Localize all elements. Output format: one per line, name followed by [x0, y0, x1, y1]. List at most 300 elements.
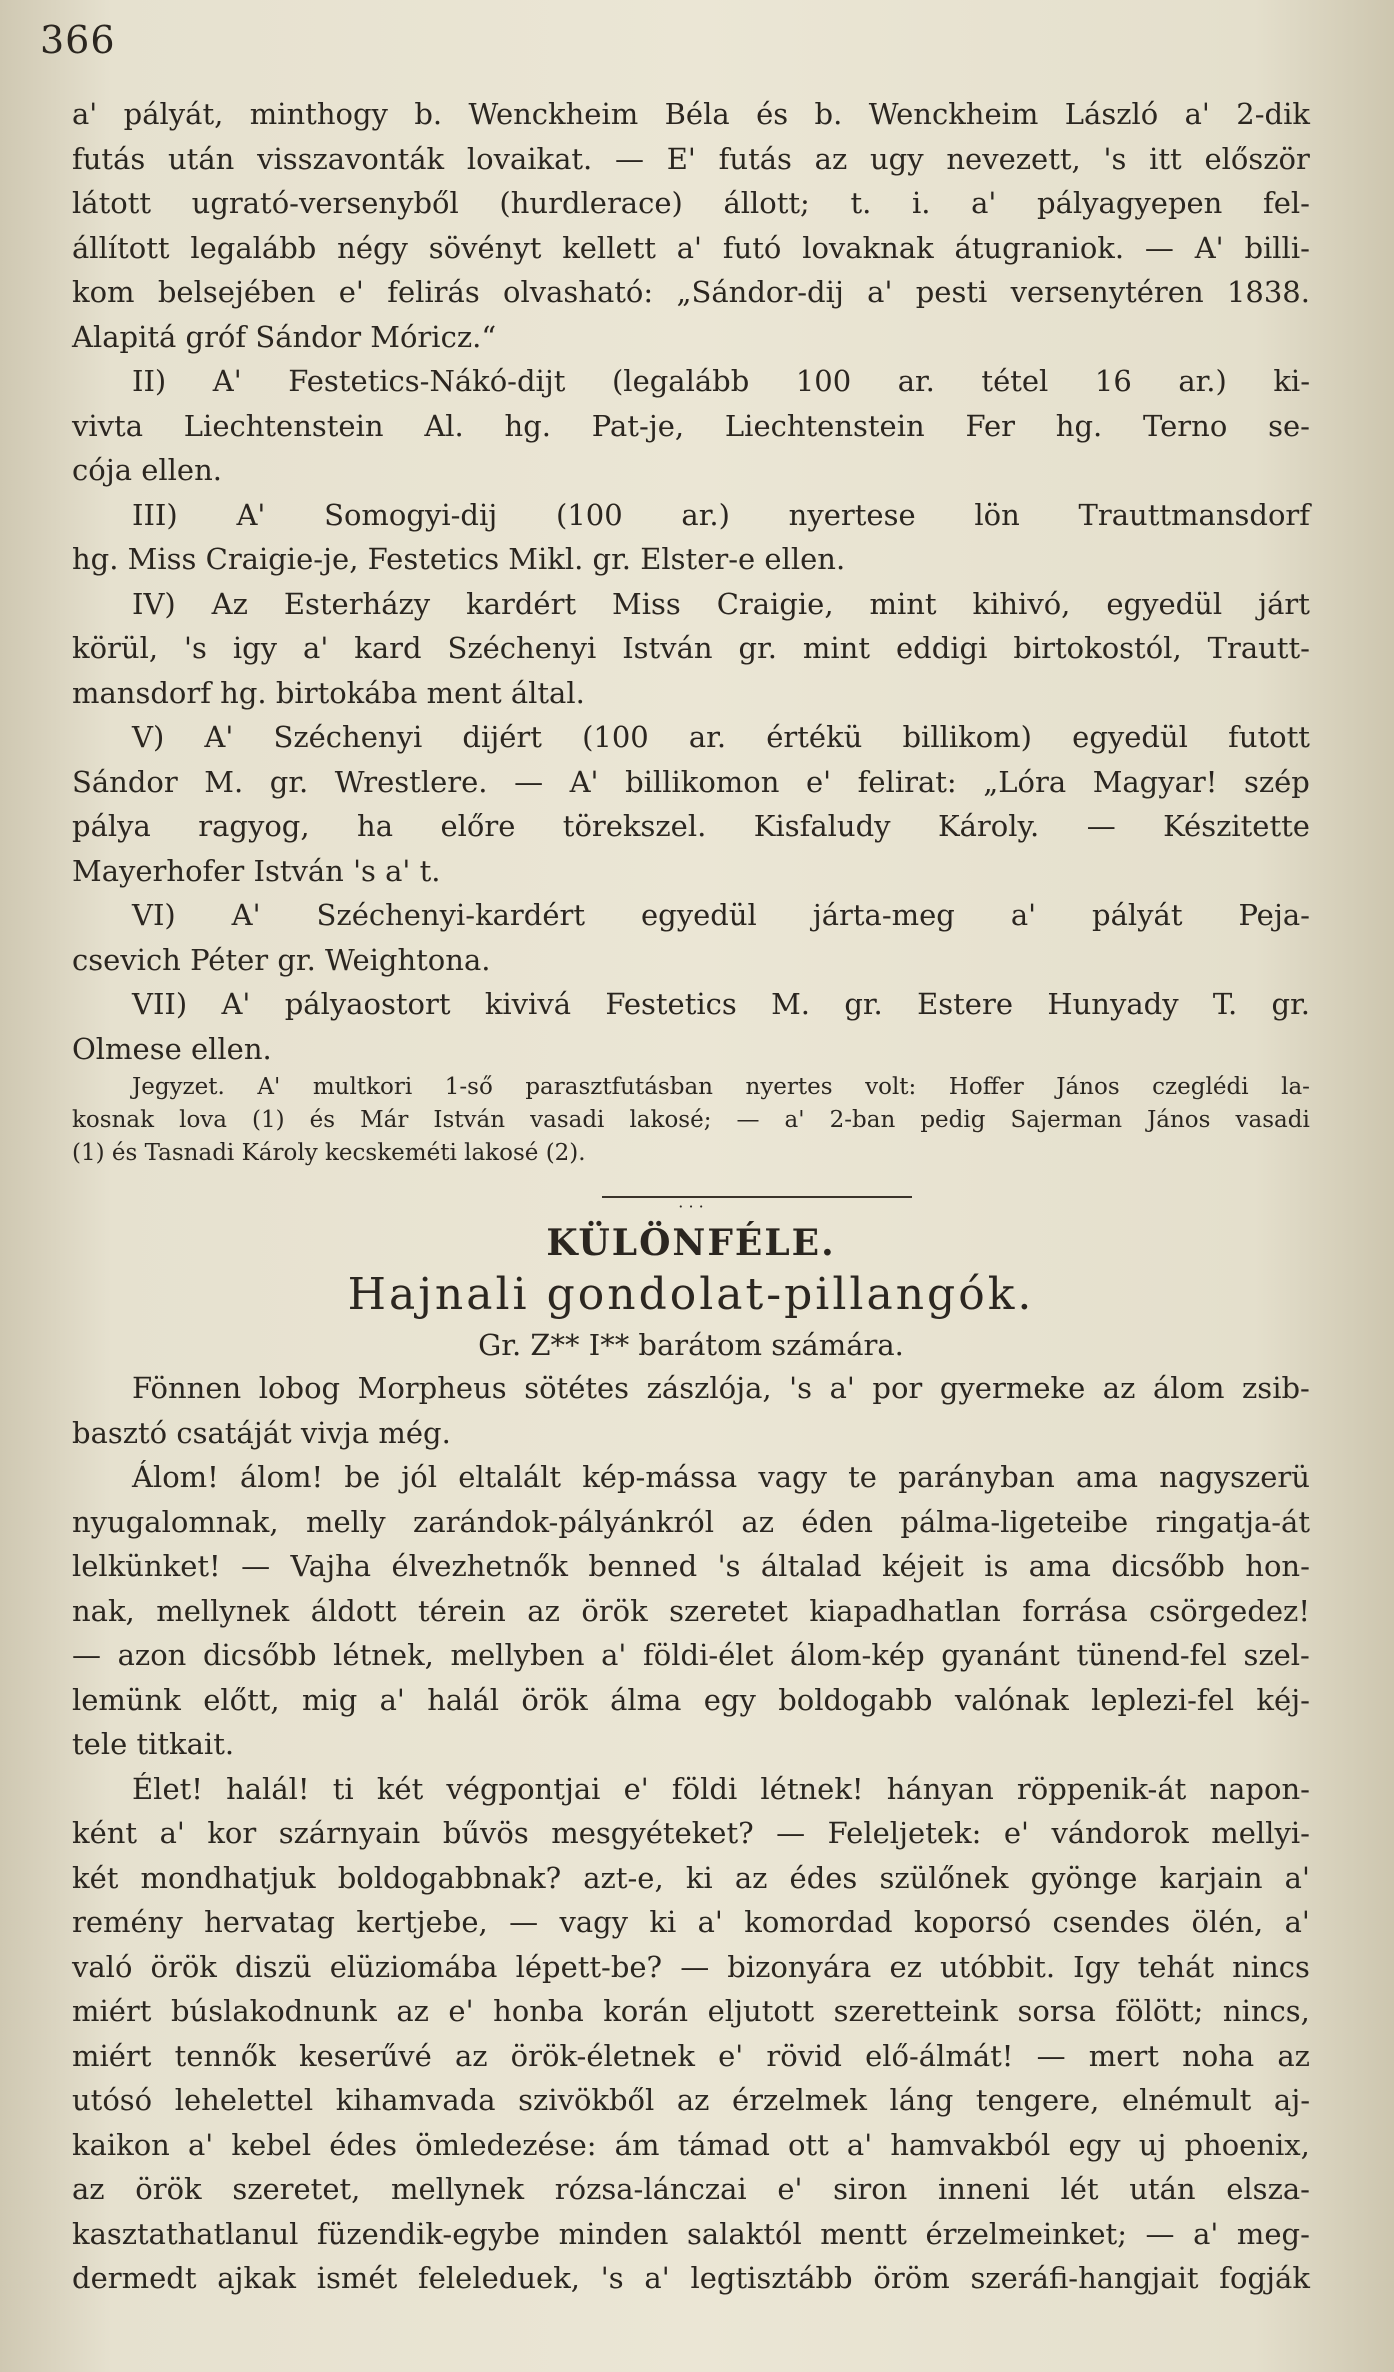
dedication: Gr. Z** I** barátom számára. [478, 1328, 904, 1362]
word: lemünk [72, 1682, 181, 1717]
word: b. [414, 97, 443, 131]
word: — [776, 1816, 806, 1850]
word: vagy [559, 1905, 629, 1939]
text-line [72, 1989, 1310, 2034]
word: zarándok-pályánkról [413, 1504, 714, 1539]
text-line [72, 2212, 1310, 2257]
word: E' [666, 141, 696, 176]
word: A' [569, 764, 599, 799]
text-line [72, 760, 1310, 805]
word: a' [1284, 1905, 1310, 1939]
text-line [72, 1811, 1310, 1856]
word: e' [1003, 1816, 1029, 1850]
word: fogják [1219, 2261, 1310, 2295]
word: a' [1184, 97, 1210, 131]
word: felirás [387, 275, 480, 309]
word: multkori [312, 1074, 413, 1100]
word: ismét [316, 2261, 398, 2295]
word: futott [1228, 720, 1310, 754]
word: hányan [886, 1771, 994, 1806]
text-line [72, 1945, 1310, 1990]
word: hg. [504, 408, 552, 443]
word: Somogyi-dij [324, 497, 498, 532]
word: elnémult [1121, 2083, 1252, 2117]
text-line: mansdorf hg. birtokába ment által. [72, 675, 585, 710]
word: phoenix, [1184, 2127, 1310, 2162]
word: álom! [240, 1460, 324, 1494]
word: gr. [844, 987, 883, 1021]
word: la- [1281, 1074, 1310, 1100]
word: áldott [310, 1593, 397, 1628]
word: „Sándor-dij [676, 275, 844, 309]
word: értékü [766, 720, 863, 754]
text-line [72, 2256, 1310, 2301]
text-line [72, 893, 1310, 938]
word: Sajerman [1010, 1107, 1123, 1133]
word: komordad [744, 1905, 893, 1939]
word: János [1056, 1074, 1120, 1100]
word: János [1147, 1107, 1211, 1133]
word: e' [718, 2038, 744, 2073]
word: ott [788, 2127, 829, 2162]
word: pálya [72, 809, 151, 843]
word: halál [427, 1682, 500, 1717]
word: Károly. [937, 809, 1040, 843]
word: röppenik-át [1016, 1771, 1187, 1806]
word: eltalált [458, 1460, 562, 1494]
word: minthogy [249, 97, 388, 131]
word: Pat-je, [591, 408, 685, 443]
word: itt [1149, 141, 1182, 176]
word: a' [601, 1638, 627, 1672]
word: Trauttmansdorf [1078, 497, 1310, 532]
word: élvezhetnők [391, 1549, 568, 1583]
word: nevezett, [946, 141, 1081, 176]
word: legalább [190, 230, 317, 265]
word: mesgyéteket? [551, 1816, 754, 1850]
article-body [72, 1366, 1310, 2301]
word: mentt [820, 2216, 907, 2251]
word: M. [771, 987, 810, 1021]
word: VI) [132, 898, 176, 932]
section-title: KÜLÖNFÉLE. [546, 1222, 836, 1264]
word: II) [132, 364, 167, 398]
word: mint [802, 631, 871, 665]
word: az [454, 2038, 488, 2073]
text-line [72, 1900, 1310, 1945]
word: Jegyzet. [132, 1074, 225, 1100]
word: nak, [72, 1593, 135, 1628]
word: Trautt- [1207, 631, 1310, 665]
footnote [72, 1071, 1310, 1170]
word: Al. [424, 408, 464, 443]
word: érzelmeinket; [925, 2216, 1127, 2251]
word: ölén, [1191, 1905, 1264, 1939]
word: Hoffer [948, 1074, 1024, 1100]
word: e' [338, 275, 364, 309]
word: vivta [72, 408, 143, 443]
word: miért [72, 1994, 152, 2028]
word: bizonyára [727, 1949, 872, 1984]
word: kard [354, 631, 422, 665]
text-line: csevich Péter gr. Weightona. [72, 942, 491, 977]
word: 2-ban [829, 1107, 896, 1133]
word: gr. [1271, 987, 1310, 1021]
word: és [756, 97, 789, 131]
word: éden [801, 1504, 873, 1539]
word: ragyog, [198, 809, 310, 843]
word: mert [1088, 2038, 1159, 2073]
word: sorsa [1017, 1994, 1096, 2028]
word: tennők [174, 2038, 276, 2073]
word: — [514, 764, 544, 799]
word: Magyar! [1092, 764, 1218, 799]
word: fel- [1263, 186, 1310, 220]
word: ar. [897, 364, 935, 398]
word: földi [671, 1771, 738, 1806]
word: futás [72, 141, 146, 176]
word: az [527, 1593, 560, 1628]
word: pályát, [123, 97, 224, 131]
article-title: Hajnali gondolat-pillangók. [347, 1269, 1035, 1320]
word: Széchenyi [273, 720, 423, 754]
word: lét [1060, 2172, 1099, 2206]
word: tengere, [975, 2083, 1100, 2117]
text-line: Olmese ellen. [72, 1031, 272, 1066]
note-line [72, 1071, 1310, 1104]
word: por [872, 1371, 923, 1405]
word: hervatag [204, 1905, 335, 1939]
word: — [736, 1107, 760, 1133]
word: Béla [664, 97, 730, 131]
word: ringatja-át [1155, 1504, 1310, 1539]
word: IV) [132, 586, 176, 621]
word: búslakodnunk [170, 1994, 377, 2028]
word: gr. [738, 631, 777, 665]
word: boldogabb [778, 1682, 933, 1717]
word: Miss [612, 586, 681, 621]
note-line [72, 1104, 1310, 1137]
word: egyedül [1106, 586, 1223, 621]
word: nagyszerü [1159, 1460, 1310, 1494]
word: vasadi [1235, 1107, 1310, 1133]
word: valónak [954, 1682, 1069, 1717]
word: 's [1103, 141, 1127, 176]
word: karjain [1159, 1860, 1263, 1895]
word: 1838. [1226, 275, 1310, 309]
word: pedig [920, 1107, 986, 1133]
word: 's [184, 631, 207, 665]
word: láng [889, 2083, 954, 2117]
word: boldogabbnak? [337, 1860, 562, 1895]
word: gyermeke [939, 1371, 1086, 1405]
text-line [72, 1455, 1310, 1500]
word: se- [1268, 408, 1310, 443]
word: örök [135, 2172, 202, 2206]
word: ama [1075, 1460, 1139, 1494]
word: örök [581, 1593, 648, 1628]
word: tétel [981, 364, 1049, 398]
text-line [72, 2123, 1310, 2168]
word: futó [722, 230, 782, 265]
word: két [376, 1771, 424, 1806]
text-line [72, 404, 1310, 449]
word: aj- [1273, 2083, 1310, 2117]
word: 's [789, 1371, 813, 1405]
word: mellynek [156, 1593, 290, 1628]
word: salaktól [687, 2216, 802, 2251]
word: utósó [72, 2083, 153, 2117]
text-line [72, 92, 1310, 137]
word: rózsa-lánczai [554, 2172, 747, 2206]
word: (legalább [611, 364, 750, 398]
word: Morpheus [357, 1371, 507, 1405]
word: be [344, 1460, 381, 1494]
word: Az [211, 586, 248, 621]
text-line: Alapitá gróf Sándor Móricz.“ [72, 319, 497, 354]
text-line: basztó csatáját vivja még. [72, 1415, 451, 1450]
word: egy [703, 1682, 756, 1717]
word: a' [784, 1107, 805, 1133]
word: 's [717, 1549, 741, 1583]
word: László [1064, 97, 1159, 131]
word: lehelettel [174, 2083, 314, 2117]
text-line [72, 181, 1310, 226]
word: rövid [766, 2038, 842, 2073]
word: kasztathatlanul [72, 2216, 299, 2251]
word: gyanánt [941, 1638, 1060, 1672]
word: Már [360, 1107, 409, 1133]
word: ként [72, 1816, 138, 1850]
word: a' [971, 186, 997, 220]
word: az [741, 1504, 774, 1539]
word: kom [72, 275, 135, 309]
word: Sándor [72, 764, 178, 799]
word: futás [718, 141, 792, 176]
word: volt: [865, 1074, 917, 1100]
word: mellynek [391, 2172, 525, 2206]
word: noha [1182, 2038, 1255, 2073]
word: a' [676, 230, 703, 265]
word: örök [150, 1949, 217, 1984]
word: végpontjai [446, 1771, 601, 1806]
word: édes [329, 2127, 398, 2162]
word: „Lóra [983, 764, 1067, 799]
word: mellyi- [1211, 1816, 1310, 1850]
word: ar.) [681, 497, 730, 532]
word: dijért [462, 720, 542, 754]
word: vasadi [530, 1107, 605, 1133]
word: szülőnek [879, 1860, 1009, 1895]
word: kardért [466, 586, 577, 621]
word: Esterházy [283, 586, 431, 621]
word: Élet! [132, 1771, 203, 1806]
word: Széchenyi [447, 631, 597, 665]
word: Wrestlere. [334, 764, 488, 799]
word: igy [232, 631, 278, 665]
word: füzendik-egybe [316, 2216, 541, 2251]
word: Craigie, [716, 586, 834, 621]
word: két [72, 1860, 119, 1895]
word: a' [379, 1682, 405, 1717]
word: dermedt [72, 2261, 197, 2295]
word: a' [644, 2261, 670, 2295]
word: 's [600, 2261, 624, 2295]
word: 100 [795, 364, 852, 398]
word: álom [1152, 1371, 1225, 1405]
text-line [72, 1856, 1310, 1901]
word: kihivó, [972, 586, 1071, 621]
divider-ornament: · · · [678, 1197, 704, 1216]
page-number: 366 [40, 18, 116, 62]
word: — [680, 1949, 710, 1984]
word: után [1129, 2172, 1196, 2206]
word: — [615, 141, 645, 176]
word: általad [760, 1549, 862, 1583]
text-line: cója ellen. [72, 453, 222, 487]
text-line [72, 493, 1310, 538]
word: ugy [870, 141, 924, 176]
word: Liechtenstein [724, 408, 925, 443]
word: az [734, 1860, 768, 1895]
word: billikom) [902, 720, 1032, 754]
word: támad [677, 2127, 770, 2162]
word: pályagyepen [1037, 186, 1223, 220]
word: — [1086, 809, 1116, 843]
text-line [72, 1633, 1310, 1678]
word: A' [204, 720, 234, 754]
word: földi-élet [643, 1638, 774, 1672]
word: lakosé; [629, 1107, 712, 1133]
word: mint [869, 586, 937, 621]
word: mondhatjuk [140, 1860, 316, 1895]
word: — [509, 1905, 539, 1939]
word: A' [1194, 230, 1224, 265]
word: 1-ső [444, 1074, 493, 1100]
word: Wenckheim [468, 97, 639, 131]
word: örök [521, 1682, 588, 1717]
word: a' [303, 631, 329, 665]
word: keserűvé [298, 2038, 432, 2073]
word: ha [357, 809, 393, 843]
word: való [72, 1949, 133, 1984]
word: létnek, [333, 1638, 434, 1672]
word: hg. [1055, 408, 1103, 443]
word: Peja- [1238, 898, 1310, 932]
word: e' [623, 1771, 649, 1806]
text-line [72, 1544, 1310, 1589]
word: István [433, 1107, 506, 1133]
word: fölött; [1115, 1994, 1204, 2028]
text-line [72, 982, 1310, 1027]
word: kivivá [484, 987, 571, 1021]
word: ki- [1273, 364, 1310, 398]
word: lelkünket! [72, 1549, 221, 1583]
word: kellett [562, 230, 656, 265]
word: 2-dik [1236, 97, 1310, 131]
word: járta-meg [812, 898, 955, 932]
word: Széchenyi-kardért [316, 898, 586, 932]
word: e' [448, 1994, 474, 2028]
text-line [72, 1366, 1310, 1411]
word: egy [1068, 2127, 1121, 2162]
word: egyedül [1072, 720, 1188, 754]
text-line [72, 1500, 1310, 1545]
word: pesti [915, 275, 988, 309]
word: az [396, 1994, 429, 2028]
word: kertjebe, [356, 1905, 488, 1939]
word: melly [306, 1504, 386, 1539]
word: az [1102, 1371, 1136, 1405]
word: dicsőbb [202, 1638, 317, 1672]
word: a' [697, 1905, 723, 1939]
word: mellyben [450, 1638, 585, 1672]
word: i. [912, 186, 931, 220]
word: honba [493, 1994, 584, 2028]
word: eddigi [895, 631, 988, 665]
word: törekszel. [562, 809, 707, 843]
word: a' [829, 1371, 855, 1405]
word: te [848, 1460, 877, 1494]
word: után [168, 141, 235, 176]
word: benned [588, 1549, 698, 1583]
word: szeráfi-hangjait [970, 2261, 1199, 2295]
word: halál! [226, 1771, 310, 1806]
race-results [72, 92, 1310, 1071]
word: — [241, 1549, 271, 1583]
word: belsejében [157, 275, 316, 309]
word: nyugalomnak, [72, 1504, 279, 1539]
word: elsza- [1226, 2172, 1310, 2206]
word: inneni [938, 2172, 1030, 2206]
word: csendes [1052, 1905, 1171, 1939]
text-line [72, 626, 1310, 671]
word: T. [1212, 987, 1238, 1021]
word: sötétes [524, 1371, 630, 1405]
word: kiapadhatlan [809, 1593, 1001, 1628]
word: — [1145, 2216, 1175, 2251]
word: nyertes [745, 1074, 833, 1100]
word: sövényt [428, 230, 542, 265]
word: hon- [1245, 1549, 1310, 1583]
word: nyertese [788, 497, 916, 532]
word: lovaikat. [466, 141, 593, 176]
word: előtt, [203, 1682, 280, 1717]
word: kor [207, 1816, 257, 1850]
word: a' [867, 275, 893, 309]
word: (hurdlerace) [499, 186, 683, 220]
word: örök-életnek [510, 2038, 695, 2073]
word: minden [558, 2216, 669, 2251]
word: azon [117, 1638, 187, 1672]
word: ugrató-versenyből [191, 186, 459, 220]
word: ez [889, 1949, 922, 1984]
word: Álom! [132, 1460, 219, 1494]
word: szárnyain [278, 1816, 421, 1850]
word: VII) [132, 987, 188, 1021]
word: napon- [1209, 1771, 1310, 1806]
word: (1) [252, 1107, 285, 1133]
text-line: hg. Miss Craigie-je, Festetics Mikl. gr. Elster-e ellen. [72, 542, 846, 576]
word: koporsó [913, 1905, 1032, 1939]
word: térein [418, 1593, 506, 1628]
word: kebel [231, 2127, 312, 2162]
text-line [72, 359, 1310, 404]
word: a' [1010, 898, 1037, 932]
word: ki [649, 1905, 677, 1939]
word: Festetics [605, 987, 737, 1021]
word: zászlója, [646, 1371, 772, 1405]
